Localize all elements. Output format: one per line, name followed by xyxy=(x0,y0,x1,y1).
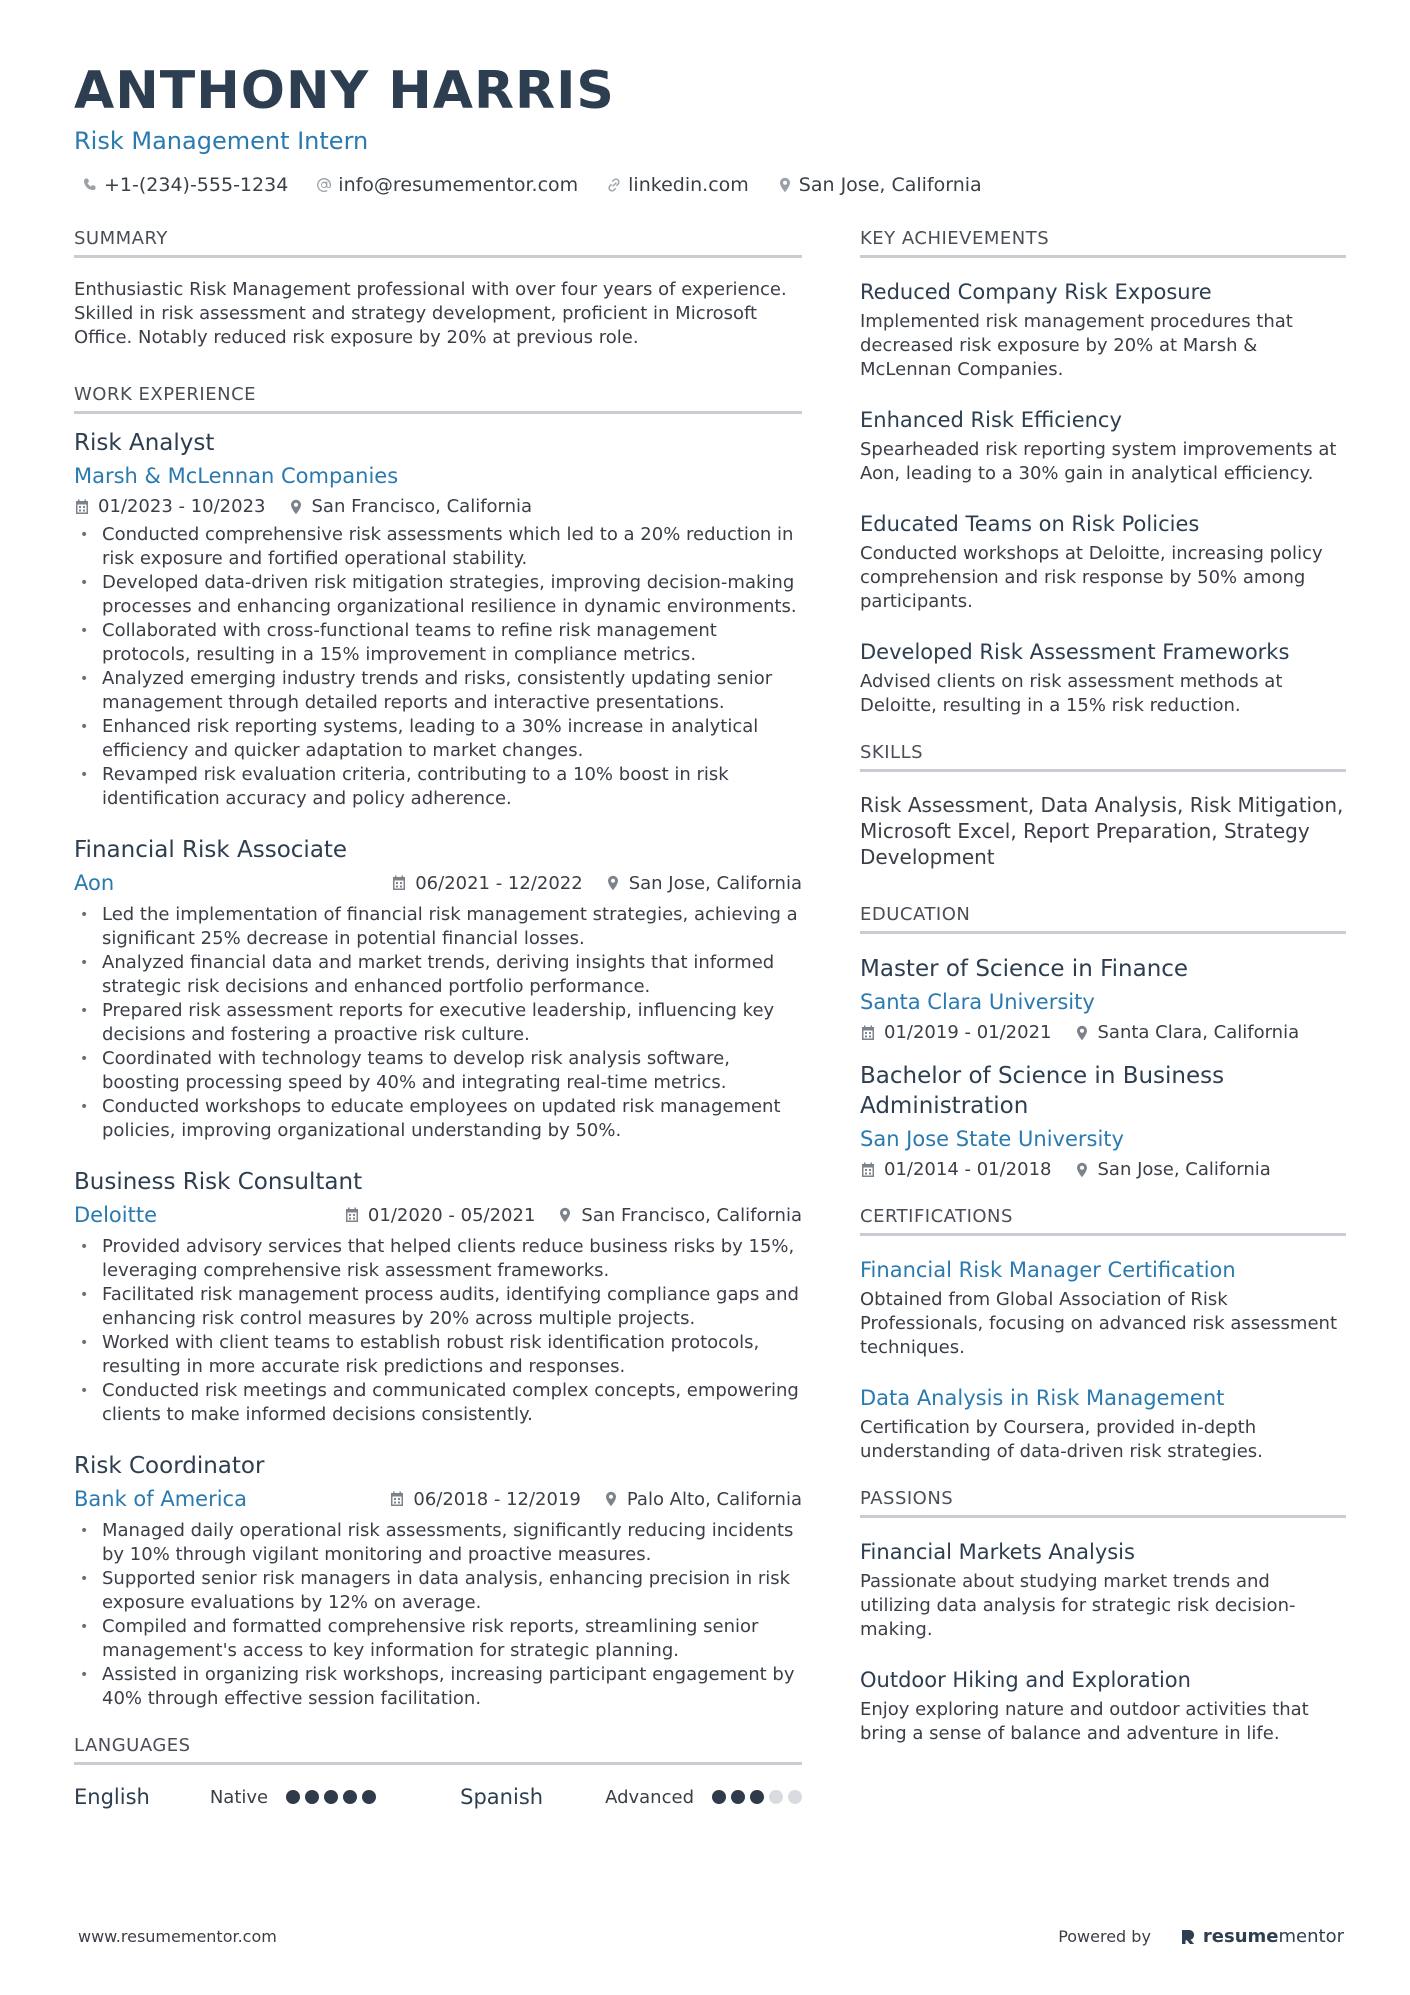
job-title: Risk Coordinator xyxy=(74,1453,265,1479)
achievement-desc: Spearheaded risk reporting system improvements at Aon, leading to a 30% gain in analytical efficiency. xyxy=(860,439,1337,484)
job-bullet: • Conducted risk meetings and communicated complex concepts, empowering clients to make informed decisions consistently. xyxy=(74,1379,802,1427)
footer-website[interactable]: www.resumementor.com xyxy=(78,1927,277,1946)
brand-name-rest: mentor xyxy=(1278,1926,1344,1947)
link-icon xyxy=(606,177,622,193)
summary-heading: SUMMARY xyxy=(74,228,802,258)
location-pin-icon xyxy=(288,499,304,515)
job-location xyxy=(557,1205,802,1226)
powered-by xyxy=(1058,1926,1344,1947)
rating-dot-empty xyxy=(769,1790,783,1804)
job-entry xyxy=(74,1451,802,1711)
education-meta xyxy=(860,1159,1346,1180)
language-name: Spanish xyxy=(460,1785,544,1809)
rating-dot-filled xyxy=(362,1790,376,1804)
rating-dot-filled xyxy=(286,1790,300,1804)
job-bullet: • Collaborated with cross-functional teams to refine risk management protocols, resulting in a 15% improvement in compliance metrics. xyxy=(74,619,802,667)
brand-name-bold: resume xyxy=(1202,1926,1279,1947)
job-entry xyxy=(74,428,802,811)
language-level: Advanced xyxy=(605,1786,694,1808)
calendar-icon xyxy=(860,1025,876,1041)
passion-item xyxy=(860,1666,1346,1746)
language-level: Native xyxy=(209,1786,269,1808)
job-location xyxy=(288,496,533,517)
education-dates xyxy=(860,1022,1052,1043)
education-item xyxy=(860,1061,1346,1180)
education-school: Santa Clara University xyxy=(860,990,1095,1014)
location-pin-icon xyxy=(1074,1162,1090,1178)
skills-section xyxy=(860,742,1346,870)
achievement-item xyxy=(860,510,1346,614)
job-bullet: • Revamped risk evaluation criteria, contributing to a 10% boost in risk identification accuracy and policy adherence. xyxy=(74,763,802,811)
education-heading: EDUCATION xyxy=(860,904,1346,934)
linkedin-text: linkedin.com xyxy=(628,174,749,196)
location-pin-icon xyxy=(1074,1025,1090,1041)
job-bullet: • Prepared risk assessment reports for executive leadership, influencing key decisions and fostering a proactive risk culture. xyxy=(74,999,802,1047)
rating-dot-filled xyxy=(343,1790,357,1804)
job-bullet: • Managed daily operational risk assessments, significantly reducing incidents by 10% through vigilant monitoring and proactive measures. xyxy=(74,1519,802,1567)
job-bullet: • Analyzed financial data and market trends, deriving insights that informed strategic risk decisions and enhanced portfolio performance. xyxy=(74,951,802,999)
candidate-name: ANTHONY HARRIS xyxy=(74,61,615,121)
passion-desc: Passionate about studying market trends and utilizing data analysis for strategic risk decision-making. xyxy=(860,1571,1296,1640)
languages-heading: LANGUAGES xyxy=(74,1735,802,1765)
achievement-desc: Advised clients on risk assessment methods at Deloitte, resulting in a 15% risk reduction. xyxy=(860,671,1283,716)
language-item xyxy=(460,1785,802,1809)
contact-bar xyxy=(74,174,1346,196)
job-dates xyxy=(344,1205,536,1226)
certifications-section xyxy=(860,1206,1346,1464)
job-bullet: • Facilitated risk management process audits, identifying compliance gaps and enhancing risk control measures by 20% across multiple projects. xyxy=(74,1283,802,1331)
achievements-heading: KEY ACHIEVEMENTS xyxy=(860,228,1346,258)
certification-title: Financial Risk Manager Certification xyxy=(860,1258,1236,1282)
education-dates-text: 01/2019 - 01/2021 xyxy=(884,1022,1052,1043)
phone-icon xyxy=(82,177,98,193)
job-dates-text: 06/2018 - 12/2019 xyxy=(413,1488,581,1510)
education-item xyxy=(860,954,1346,1043)
certification-desc: Certification by Coursera, provided in-depth understanding of data-driven risk strategies. xyxy=(860,1417,1263,1462)
job-bullet: • Supported senior risk managers in data analysis, enhancing precision in risk exposure evaluations by 12% on average. xyxy=(74,1567,802,1615)
skills-text: Risk Assessment, Data Analysis, Risk Mitigation, Microsoft Excel, Report Preparation, Strategy Development xyxy=(860,793,1344,869)
language-item xyxy=(74,1785,376,1809)
job-dates-text: 06/2021 - 12/2022 xyxy=(415,872,583,894)
job-company-row xyxy=(74,1201,802,1229)
location-pin-icon xyxy=(603,1491,619,1507)
education-location-text: San Jose, California xyxy=(1097,1159,1271,1180)
job-title: Financial Risk Associate xyxy=(74,837,348,863)
summary-text: Enthusiastic Risk Management professional with over four years of experience. Skilled in risk assessment and strategy development, proficient in Microsoft Office. Notably reduced risk exposure by 20% at previous role. xyxy=(74,279,787,348)
job-meta xyxy=(74,496,802,517)
passions-heading: PASSIONS xyxy=(860,1488,1346,1518)
certification-item xyxy=(860,1384,1346,1464)
education-section xyxy=(860,904,1346,1180)
job-bullet: • Provided advisory services that helped clients reduce business risks by 15%, leveraging comprehensive risk assessment frameworks. xyxy=(74,1235,802,1283)
education-dates xyxy=(860,1159,1052,1180)
job-location-text: Palo Alto, California xyxy=(626,1488,802,1510)
job-bullet: • Assisted in organizing risk workshops, increasing participant engagement by 40% through effective session facilitation. xyxy=(74,1663,802,1711)
job-company: Marsh & McLennan Companies xyxy=(74,464,399,488)
language-rating xyxy=(286,1790,376,1804)
job-bullet: • Worked with client teams to establish robust risk identification protocols, resulting in more accurate risk predictions and responses. xyxy=(74,1331,802,1379)
job-company: Deloitte xyxy=(74,1203,157,1227)
language-name: English xyxy=(74,1785,150,1809)
rating-dot-filled xyxy=(324,1790,338,1804)
summary-section xyxy=(74,228,802,350)
rating-dot-filled xyxy=(731,1790,745,1804)
job-bullet: • Analyzed emerging industry trends and risks, consistently updating senior management through detailed reports and interactive presentations. xyxy=(74,667,802,715)
job-entry xyxy=(74,1167,802,1427)
contact-location xyxy=(777,174,982,196)
achievement-item xyxy=(860,406,1346,486)
job-meta xyxy=(344,1205,802,1226)
rating-dot-filled xyxy=(750,1790,764,1804)
job-title: Business Risk Consultant xyxy=(74,1169,363,1195)
job-dates xyxy=(74,496,266,517)
resumementor-logo-icon xyxy=(1179,1928,1197,1946)
achievement-desc: Conducted workshops at Deloitte, increasing policy comprehension and risk response by 50% among participants. xyxy=(860,543,1323,612)
at-icon xyxy=(316,177,332,193)
achievement-desc: Implemented risk management procedures that decreased risk exposure by 20% at Marsh & McLennan Companies. xyxy=(860,311,1293,380)
achievements-section xyxy=(860,228,1346,718)
achievement-title: Educated Teams on Risk Policies xyxy=(860,512,1200,536)
skills-heading: SKILLS xyxy=(860,742,1346,772)
experience-section xyxy=(74,384,802,1711)
education-degree: Bachelor of Science in Business Administration xyxy=(860,1063,1225,1119)
languages-row xyxy=(74,1785,802,1809)
powered-by-label: Powered by xyxy=(1058,1927,1151,1946)
education-location xyxy=(1074,1159,1271,1180)
resume-page xyxy=(74,60,1346,1809)
passion-title: Financial Markets Analysis xyxy=(860,1540,1135,1564)
job-location xyxy=(605,873,802,894)
job-dates-text: 01/2020 - 05/2021 xyxy=(367,1204,536,1226)
education-school: San Jose State University xyxy=(860,1127,1124,1151)
phone-text: +1-(234)-555-1234 xyxy=(104,174,289,196)
job-bullet: • Compiled and formatted comprehensive risk reports, streamlining senior management's access to key information for strategic planning. xyxy=(74,1615,802,1663)
certifications-heading: CERTIFICATIONS xyxy=(860,1206,1346,1236)
job-bullet: • Coordinated with technology teams to develop risk analysis software, boosting processing speed by 40% and integrating real-time metrics. xyxy=(74,1047,802,1095)
job-bullet: • Enhanced risk reporting systems, leading to a 30% increase in analytical efficiency and quicker adaptation to market changes. xyxy=(74,715,802,763)
job-dates-text: 01/2023 - 10/2023 xyxy=(98,496,266,517)
job-location-text: San Francisco, California xyxy=(311,496,533,517)
brand-name xyxy=(1203,1926,1344,1947)
experience-heading: WORK EXPERIENCE xyxy=(74,384,802,414)
passion-title: Outdoor Hiking and Exploration xyxy=(860,1668,1191,1692)
job-dates xyxy=(391,873,583,894)
certification-title: Data Analysis in Risk Management xyxy=(860,1386,1225,1410)
education-location-text: Santa Clara, California xyxy=(1097,1022,1300,1043)
job-company-row xyxy=(74,1485,802,1513)
job-entry xyxy=(74,835,802,1143)
languages-section xyxy=(74,1735,802,1809)
job-company: Bank of America xyxy=(74,1487,247,1511)
education-dates-text: 01/2014 - 01/2018 xyxy=(884,1159,1052,1180)
right-column xyxy=(860,228,1346,1843)
education-degree: Master of Science in Finance xyxy=(860,956,1189,982)
achievement-item xyxy=(860,638,1346,718)
achievement-title: Enhanced Risk Efficiency xyxy=(860,408,1122,432)
passion-item xyxy=(860,1538,1346,1642)
job-dates xyxy=(389,1489,581,1510)
page-footer xyxy=(78,1926,1344,1947)
contact-phone[interactable] xyxy=(82,174,288,196)
location-pin-icon xyxy=(557,1207,573,1223)
job-company-row xyxy=(74,869,802,897)
contact-email[interactable] xyxy=(316,174,578,196)
left-column xyxy=(74,228,802,1843)
job-bullet: • Developed data-driven risk mitigation strategies, improving decision-making processes and enhancing organizational resilience in dynamic environments. xyxy=(74,571,802,619)
calendar-icon xyxy=(74,499,90,515)
job-bullets xyxy=(74,523,802,811)
job-bullets xyxy=(74,1519,802,1711)
candidate-role: Risk Management Intern xyxy=(74,127,369,155)
location-pin-icon xyxy=(777,177,793,193)
calendar-icon xyxy=(860,1162,876,1178)
job-location-text: San Jose, California xyxy=(628,872,802,894)
rating-dot-filled xyxy=(305,1790,319,1804)
certification-desc: Obtained from Global Association of Risk Professionals, focusing on advanced risk assessment techniques. xyxy=(860,1289,1338,1358)
calendar-icon xyxy=(389,1491,405,1507)
achievement-title: Reduced Company Risk Exposure xyxy=(860,280,1212,304)
job-bullet: • Conducted comprehensive risk assessments which led to a 20% reduction in risk exposure and fortified operational stability. xyxy=(74,523,802,571)
language-rating xyxy=(712,1790,802,1804)
job-bullets xyxy=(74,903,802,1143)
rating-dot-empty xyxy=(788,1790,802,1804)
education-location xyxy=(1074,1022,1300,1043)
calendar-icon xyxy=(391,875,407,891)
email-text: info@resumementor.com xyxy=(338,174,579,196)
content-columns xyxy=(74,228,1346,1843)
rating-dot-filled xyxy=(712,1790,726,1804)
passion-desc: Enjoy exploring nature and outdoor activities that bring a sense of balance and adventure in life. xyxy=(860,1699,1309,1744)
achievement-title: Developed Risk Assessment Frameworks xyxy=(860,640,1290,664)
location-text: San Jose, California xyxy=(798,174,982,196)
job-bullet: • Conducted workshops to educate employees on updated risk management policies, improving organizational understanding by 50%. xyxy=(74,1095,802,1143)
job-meta xyxy=(389,1489,802,1510)
job-bullets xyxy=(74,1235,802,1427)
location-pin-icon xyxy=(605,875,621,891)
contact-linkedin[interactable] xyxy=(606,174,749,196)
job-bullet: • Led the implementation of financial risk management strategies, achieving a significant 25% decrease in potential financial losses. xyxy=(74,903,802,951)
job-location xyxy=(603,1489,802,1510)
education-meta xyxy=(860,1022,1346,1043)
job-meta xyxy=(391,873,802,894)
passions-section xyxy=(860,1488,1346,1746)
brand-logo[interactable] xyxy=(1179,1926,1344,1947)
job-company: Aon xyxy=(74,871,115,895)
job-title: Risk Analyst xyxy=(74,430,215,456)
job-location-text: San Francisco, California xyxy=(581,1204,802,1226)
achievement-item xyxy=(860,278,1346,382)
certification-item xyxy=(860,1256,1346,1360)
calendar-icon xyxy=(344,1207,360,1223)
